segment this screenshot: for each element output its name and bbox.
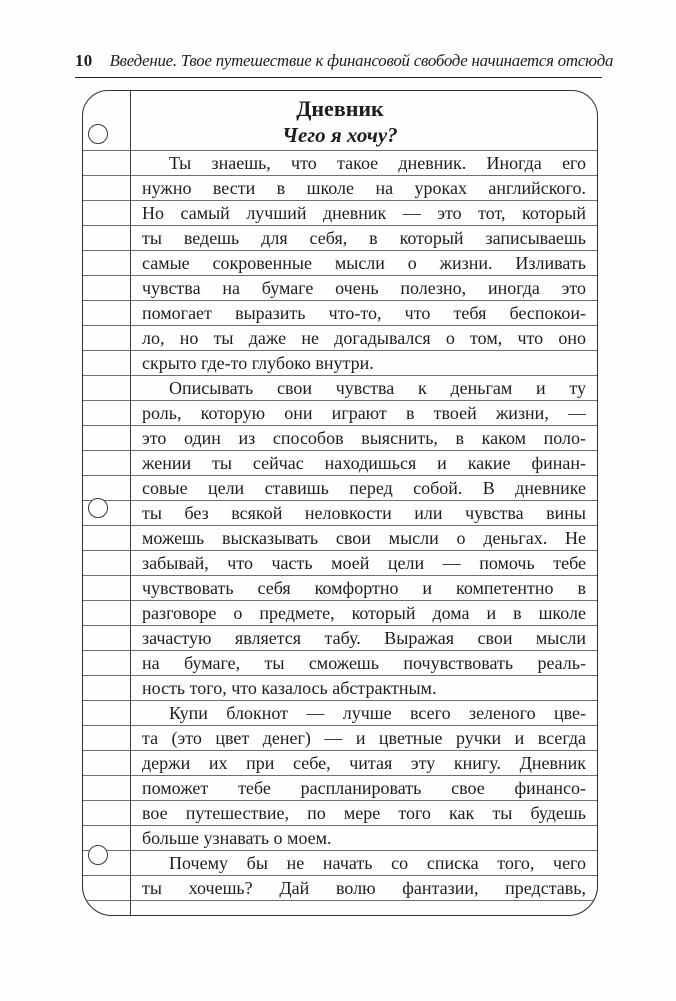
journal-line: роль, которую они играют в твоей жизни, —: [83, 400, 597, 425]
journal-line: та (это цвет денег) — и цветные ручки и всегда: [83, 725, 597, 750]
journal-line: Почему бы не начать со списка того, чего: [83, 850, 597, 875]
margin-line: [130, 91, 131, 915]
journal-line: жении ты сейчас находишься и какие финан-: [83, 450, 597, 475]
journal-line: Ты знаешь, что такое дневник. Иногда его: [83, 150, 597, 175]
journal-line: ты без всякой неловкости или чувства вины: [83, 500, 597, 525]
journal-line: это один из способов выяснить, в каком поло-: [83, 425, 597, 450]
chapter-title: Введение. Твое путешествие к финансовой свободе начинается отсюда: [109, 51, 614, 70]
journal-line: держи их при себе, читая эту книгу. Дневник: [83, 750, 597, 775]
journal-text: [83, 150, 597, 915]
journal-line: ность того, что казалось абстрактным.: [83, 675, 597, 700]
journal-line: ты хочешь? Дай волю фантазии, представь,: [83, 875, 597, 900]
hole-punch-icon: [88, 845, 108, 865]
page-header: [75, 51, 614, 78]
journal-frame: [82, 90, 598, 916]
hole-punch-icon: [88, 124, 108, 144]
hole-punch-icon: [88, 498, 108, 518]
journal-line: помогает выразить что-то, что тебя беспокои-: [83, 300, 597, 325]
journal-subtitle: Чего я хочу?: [282, 123, 398, 147]
journal-line: на бумаге, ты сможешь почувствовать реаль-: [83, 650, 597, 675]
journal-title: Дневник: [296, 96, 384, 121]
journal-line: чувства на бумаге очень полезно, иногда это: [83, 275, 597, 300]
journal-line: нужно вести в школе на уроках английского.: [83, 175, 597, 200]
journal-title-block: [83, 91, 597, 150]
journal-line: ты ведешь для себя, в который записываешь: [83, 225, 597, 250]
page-number: 10: [75, 51, 93, 70]
journal-line: забывай, что часть моей цели — помочь тебе: [83, 550, 597, 575]
journal-line: Описывать свои чувства к деньгам и ту: [83, 375, 597, 400]
journal-line: скрыто где-то глубоко внутри.: [83, 350, 597, 375]
journal-line: ло, но ты даже не догадывался о том, что оно: [83, 325, 597, 350]
journal-line: зачастую является табу. Выражая свои мысли: [83, 625, 597, 650]
journal-line: разговоре о предмете, который дома и в школе: [83, 600, 597, 625]
journal-line: вое путешествие, по мере того как ты будешь: [83, 800, 597, 825]
ruled-line: [83, 900, 597, 915]
journal-line: чувствовать себя комфортно и компетентно в: [83, 575, 597, 600]
journal-line: Купи блокнот — лучше всего зеленого цве-: [83, 700, 597, 725]
journal-line: совые цели ставишь перед собой. В дневнике: [83, 475, 597, 500]
journal-line: можешь высказывать свои мысли о деньгах. Не: [83, 525, 597, 550]
journal-line: Но самый лучший дневник — это тот, который: [83, 200, 597, 225]
journal-line: поможет тебе распланировать свое финансо-: [83, 775, 597, 800]
journal-line: больше узнавать о моем.: [83, 825, 597, 850]
journal-line: самые сокровенные мысли о жизни. Изливать: [83, 250, 597, 275]
